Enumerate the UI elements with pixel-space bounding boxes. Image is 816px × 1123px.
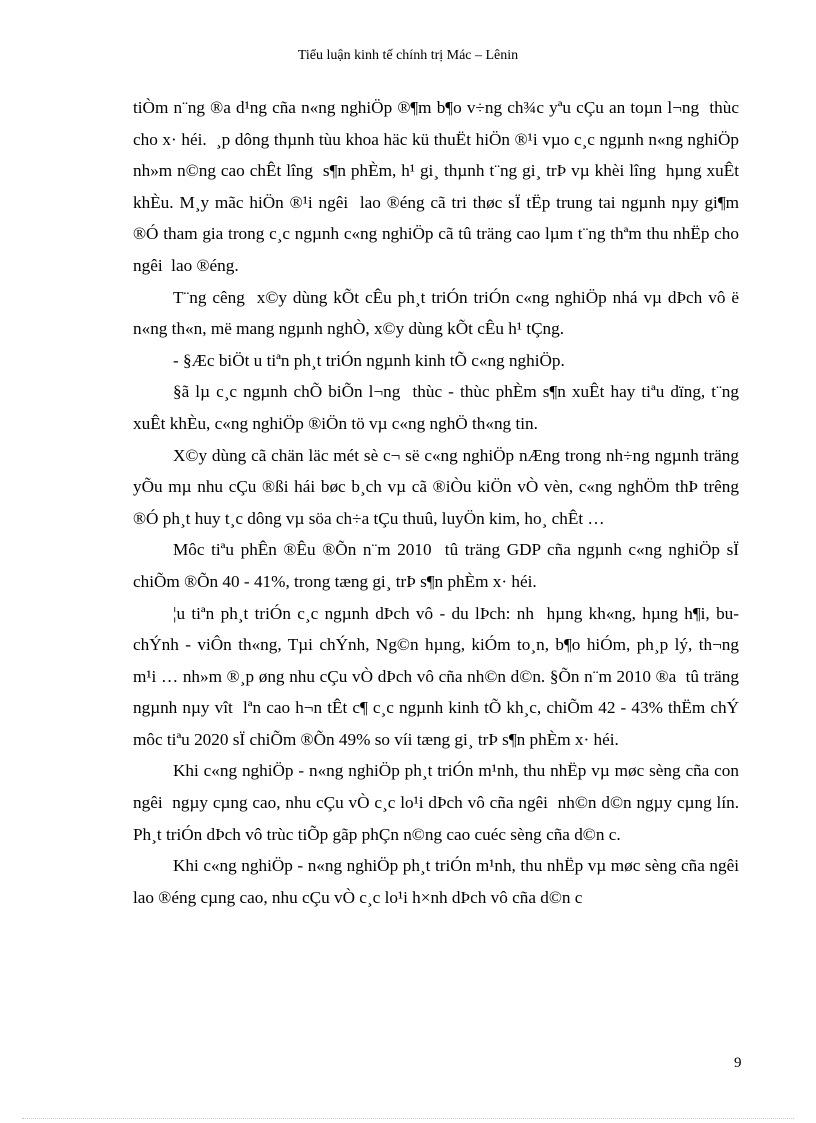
page-bottom-divider	[22, 1118, 794, 1119]
paragraph-7: ¦u tiªn ph¸t triÓn c¸c ngµnh dÞch vô - du lÞch: nh hµng kh«ng, hµng h¶i, bu chÝnh - viÔn th«ng, Tµi chÝnh, Ng©n hµng, kiÓm to¸n, b¶o hiÓm, ph¸p lý, th¬ng m¹i … nh»m ®¸p øng nhu cÇu vÒ dÞch vô cña nh©n d©n. §Õn n¨m 2010 ®a tû träng ngµnh nµy vît lªn cao h¬n tÊt c¶ c¸c ngµnh kinh tÕ kh¸c, chiÕm 42 - 43% thËm chÝ môc tiªu 2020 sÏ chiÕm ®Õn 49% so víi tæng gi¸ trÞ s¶n phÈm x· héi.	[133, 603, 748, 749]
page-number: 9	[734, 1055, 742, 1071]
paragraph-8: Khi c«ng nghiÖp - n«ng nghiÖp ph¸t triÓn m¹nh, thu nhËp vµ møc sèng cña con ngêi ngµy cµng cao, nhu cÇu vÒ c¸c lo¹i dÞch vô cña ngêi nh©n d©n ngµy cµng lín. Ph¸t triÓn dÞch vô trùc tiÕp gãp phÇn n©ng cao cuéc sèng cña d©n c.	[133, 761, 744, 844]
paragraph-6: Môc tiªu phÊn ®Êu ®Õn n¨m 2010 tû träng GDP cña ngµnh c«ng nghiÖp sÏ chiÕm ®Õn 40 - 41%, trong tæng gi¸ trÞ s¶n phÈm x· héi.	[133, 540, 744, 591]
paragraph-9: Khi c«ng nghiÖp - n«ng nghiÖp ph¸t triÓn m¹nh, thu nhËp vµ møc sèng cña ngêi lao ®éng cµng cao, nhu cÇu vÒ c¸c lo¹i h×nh dÞch vô cña d©n c	[133, 856, 748, 907]
paragraph-2: T¨ng cêng x©y dùng kÕt cÊu ph¸t triÓn triÓn c«ng nghiÖp nhá vµ dÞch vô ë n«ng th«n, më mang ngµnh nghÒ, x©y dùng kÕt cÊu h¹ tÇng.	[133, 287, 744, 339]
paragraph-3: - §Æc biÖt u tiªn ph¸t triÓn ngµnh kinh tÕ c«ng nghiÖp.	[173, 350, 565, 370]
paragraph-5: X©y dùng cã chän läc mét sè c¬ së c«ng nghiÖp nÆng trong nh÷ng ngµnh träng yÕu mµ nhu cÇu ®ßi hái bøc b¸ch vµ cã ®iÒu kiÖn vÒ vèn, c«ng nghÖm thÞ trêng ®Ó ph¸t huy t¸c dông vµ söa ch÷a tÇu thuû, luyÖn kim, ho¸ chÊt …	[133, 445, 748, 528]
running-header: Tiểu luận kinh tế chính trị Mác – Lênin	[297, 48, 519, 63]
paragraph-4: §ã lµ c¸c ngµnh chÕ biÕn l¬ng thùc - thùc phÈm s¶n xuÊt hay tiªu dïng, t¨ng xuÊt khÈu, c«ng nghiÖp ®iÖn tö vµ c«ng nghÖ th«ng tin.	[133, 382, 744, 433]
body-text	[133, 92, 748, 913]
paragraph-1: tiÒm n¨ng ®a d¹ng cña n«ng nghiÖp ®¶m b¶o v÷ng ch¾c yªu cÇu an toµn l¬ng thùc cho x· héi. ¸p dông thµnh tùu khoa häc kü thuËt hiÖn ®¹i vµo c¸c ngµnh n«ng nghiÖp nh»m n©ng cao chÊt lîng s¶n phÈm, h¹ gi¸ thµnh t¨ng gi¸ trÞ vµ khèi lîng hµng xuÊt khÈu. M¸y mãc hiÖn ®¹i ngêi lao ®éng cã tri thøc sÏ tËp trung tai ngµnh nµy gi¶m ®Ó tham gia trong c¸c ngµnh c«ng nghiÖp cã tû träng cao lµm t¨ng thªm thu nhËp cho ngêi lao ®éng.	[133, 98, 744, 275]
